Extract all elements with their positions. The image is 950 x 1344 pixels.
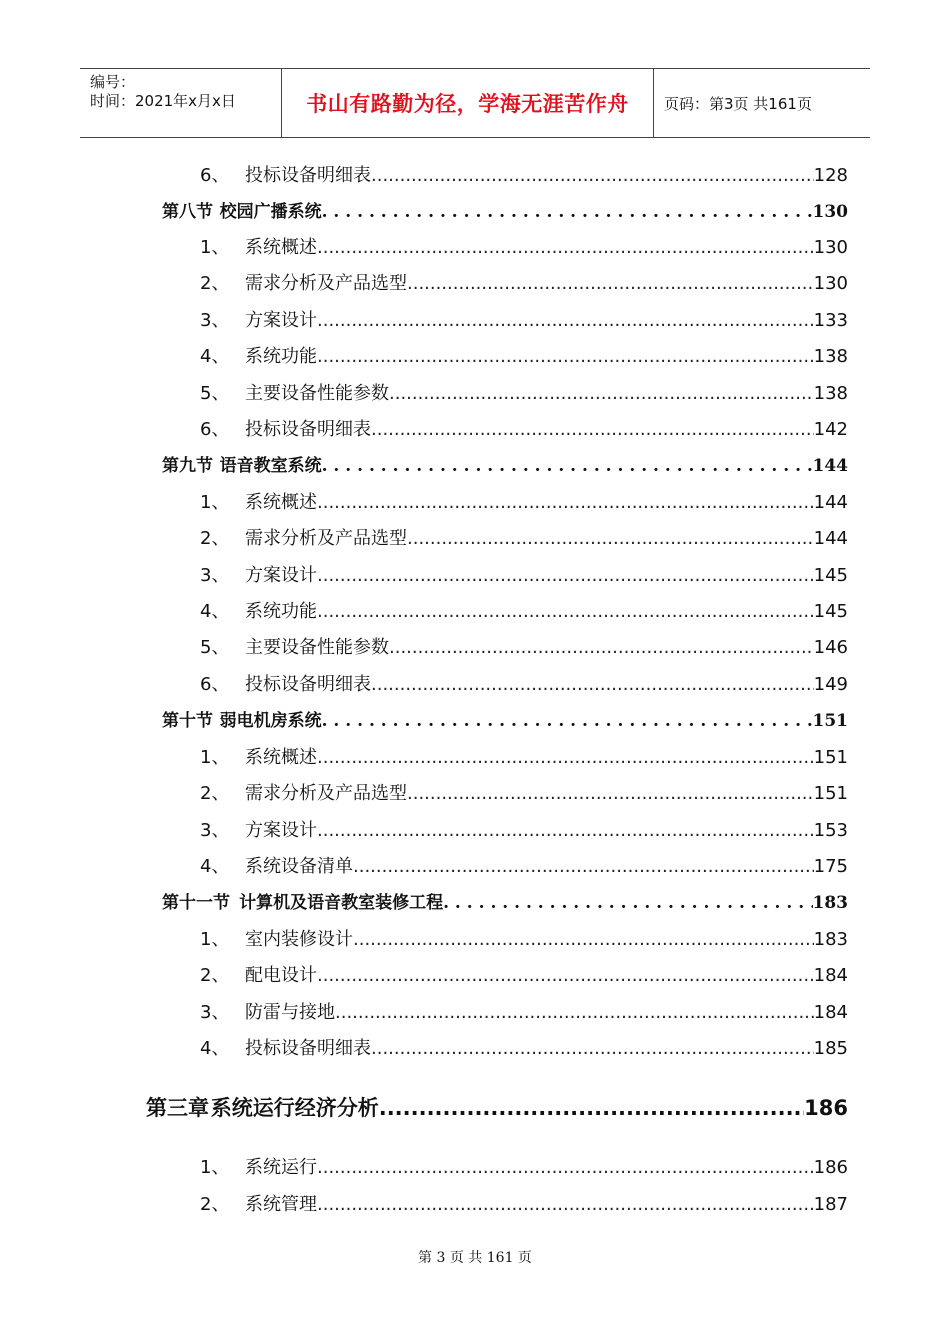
- toc-item[interactable]: [200, 852, 848, 878]
- toc-title: 防雷与接地: [245, 1002, 335, 1023]
- toc-title: 主要设备性能参数: [245, 637, 389, 658]
- toc-title: 方案设计: [245, 820, 317, 841]
- toc-page-number: 186: [804, 1096, 848, 1120]
- toc-leader-dots: [353, 929, 814, 950]
- toc-title: 需求分析及产品选型: [245, 528, 407, 549]
- header-meta: [80, 69, 282, 137]
- toc-item[interactable]: [200, 743, 848, 769]
- toc-number: 3、: [200, 1002, 230, 1023]
- toc-page-number: 185: [813, 1038, 848, 1059]
- toc-title: 方案设计: [245, 310, 317, 331]
- toc-page-number: 151: [813, 783, 848, 804]
- toc-page-number: 151: [812, 711, 848, 731]
- toc-section[interactable]: [162, 451, 848, 476]
- header-motto: [282, 69, 654, 137]
- toc-leader-dots: [407, 528, 814, 549]
- toc-number: 1、: [200, 747, 230, 768]
- toc-item[interactable]: [200, 379, 848, 405]
- toc-leader-dots: [317, 1194, 814, 1215]
- toc-item[interactable]: [200, 816, 848, 842]
- toc-page-number: 144: [813, 528, 848, 549]
- toc-section[interactable]: [162, 706, 848, 731]
- toc-title: 弱电机房系统: [219, 711, 322, 731]
- toc-number: 1、: [200, 237, 230, 258]
- toc-page-number: 142: [813, 419, 848, 440]
- toc-number: 3、: [200, 310, 230, 331]
- toc-number: 3、: [200, 820, 230, 841]
- toc-item[interactable]: [200, 524, 848, 550]
- toc-page-number: 128: [813, 165, 848, 186]
- toc-page-number: 184: [813, 1002, 848, 1023]
- header-page-info: 页码：第3页 共161页: [664, 94, 812, 113]
- toc-number: 第九节: [162, 456, 213, 476]
- toc-number: 6、: [200, 419, 230, 440]
- toc-leader-dots: [379, 1096, 804, 1120]
- toc-item[interactable]: [200, 998, 848, 1024]
- toc-number: 5、: [200, 637, 230, 658]
- toc-item[interactable]: [200, 488, 848, 514]
- toc-title: 系统功能: [245, 601, 317, 622]
- toc-title: 系统概述: [245, 747, 317, 768]
- toc-title: 投标设备明细表: [245, 1038, 371, 1059]
- toc-title: 配电设计: [245, 965, 317, 986]
- toc-number: 第三章: [146, 1095, 209, 1120]
- toc-number: 第八节: [162, 202, 213, 222]
- toc-number: 1、: [200, 492, 230, 513]
- time-label: 时间：2021年x月x日: [90, 92, 236, 110]
- toc-title: 系统概述: [245, 237, 317, 258]
- toc-title: 系统概述: [245, 492, 317, 513]
- toc-leader-dots: [317, 820, 814, 841]
- toc-item[interactable]: [200, 561, 848, 587]
- toc-leader-dots: [322, 456, 813, 476]
- toc-item[interactable]: [200, 925, 848, 951]
- toc-leader-dots: [443, 893, 812, 913]
- toc-chapter[interactable]: [146, 1092, 848, 1122]
- toc-page-number: 130: [813, 237, 848, 258]
- toc-number: 4、: [200, 601, 230, 622]
- toc-leader-dots: [407, 273, 814, 294]
- toc-leader-dots: [371, 674, 814, 695]
- toc-page-number: 130: [812, 202, 848, 222]
- toc-title: 投标设备明细表: [245, 165, 371, 186]
- toc-number: 第十节: [162, 711, 213, 731]
- serial-label: 编号：: [90, 73, 136, 91]
- toc-title: 主要设备性能参数: [245, 383, 389, 404]
- toc-leader-dots: [317, 237, 814, 258]
- toc-page-number: 175: [813, 856, 848, 877]
- toc-leader-dots: [335, 1002, 814, 1023]
- toc-item[interactable]: [200, 415, 848, 441]
- toc-page-number: 145: [813, 601, 848, 622]
- toc-number: 2、: [200, 965, 230, 986]
- toc-number: 2、: [200, 528, 230, 549]
- toc-number: 1、: [200, 1157, 230, 1178]
- toc-page-number: 184: [813, 965, 848, 986]
- toc-number: 3、: [200, 565, 230, 586]
- toc-leader-dots: [322, 711, 813, 731]
- toc-title: 计算机及语音教室装修工程: [239, 893, 444, 913]
- toc-item[interactable]: [200, 779, 848, 805]
- toc-leader-dots: [317, 346, 814, 367]
- toc-item[interactable]: [200, 342, 848, 368]
- toc-leader-dots: [317, 965, 814, 986]
- toc-item[interactable]: [200, 269, 848, 295]
- toc-item[interactable]: [200, 633, 848, 659]
- toc-page-number: 138: [813, 346, 848, 367]
- toc-page-number: 183: [813, 929, 848, 950]
- toc-number: 4、: [200, 346, 230, 367]
- toc-item[interactable]: [200, 670, 848, 696]
- toc-number: 6、: [200, 674, 230, 695]
- toc-number: 4、: [200, 1038, 230, 1059]
- toc-leader-dots: [317, 1157, 814, 1178]
- toc-title: 系统运行经济分析: [210, 1095, 379, 1120]
- toc-leader-dots: [322, 202, 813, 222]
- page-footer: 第 3 页 共 161 页: [418, 1250, 532, 1266]
- toc-page-number: 144: [813, 492, 848, 513]
- toc-leader-dots: [407, 783, 814, 804]
- toc-number: 2、: [200, 783, 230, 804]
- toc-item[interactable]: [200, 233, 848, 259]
- toc-title: 投标设备明细表: [245, 419, 371, 440]
- toc-number: 5、: [200, 383, 230, 404]
- toc-title: 需求分析及产品选型: [245, 273, 407, 294]
- toc-title: 投标设备明细表: [245, 674, 371, 695]
- toc-page-number: 130: [813, 273, 848, 294]
- toc-leader-dots: [389, 383, 814, 404]
- toc-number: 1、: [200, 929, 230, 950]
- toc-item[interactable]: [200, 1190, 848, 1216]
- toc-number: 6、: [200, 165, 230, 186]
- toc-leader-dots: [317, 310, 814, 331]
- toc-page-number: 149: [813, 674, 848, 695]
- toc-page-number: 145: [813, 565, 848, 586]
- toc-title: 系统功能: [245, 346, 317, 367]
- toc-leader-dots: [317, 492, 814, 513]
- toc-number: 4、: [200, 856, 230, 877]
- toc-leader-dots: [371, 1038, 814, 1059]
- toc-item[interactable]: [200, 961, 848, 987]
- toc-section[interactable]: [162, 197, 848, 222]
- toc-leader-dots: [317, 565, 814, 586]
- page-header: [80, 68, 870, 138]
- toc-page-number: 138: [813, 383, 848, 404]
- toc-page-number: 186: [813, 1157, 848, 1178]
- toc-leader-dots: [389, 637, 814, 658]
- toc-title: 需求分析及产品选型: [245, 783, 407, 804]
- toc-page-number: 183: [812, 893, 848, 913]
- toc-leader-dots: [317, 601, 814, 622]
- toc-section[interactable]: [162, 888, 848, 913]
- toc-leader-dots: [371, 165, 814, 186]
- toc-number: 第十一节: [162, 893, 230, 913]
- toc-title: 系统运行: [245, 1157, 317, 1178]
- toc-title: 室内装修设计: [245, 929, 353, 950]
- toc-page-number: 146: [813, 637, 848, 658]
- toc-title: 语音教室系统: [219, 456, 322, 476]
- toc-title: 方案设计: [245, 565, 317, 586]
- toc-number: 2、: [200, 273, 230, 294]
- toc-title: 校园广播系统: [219, 202, 322, 222]
- toc-leader-dots: [317, 747, 814, 768]
- toc-page-number: 144: [812, 456, 848, 476]
- toc-leader-dots: [371, 419, 814, 440]
- toc-page-number: 187: [813, 1194, 848, 1215]
- toc-page-number: 151: [813, 747, 848, 768]
- toc-number: 2、: [200, 1194, 230, 1215]
- toc-item[interactable]: [200, 1153, 848, 1179]
- toc-item[interactable]: [200, 1034, 848, 1060]
- toc-title: 系统设备清单: [245, 856, 353, 877]
- toc-page-number: 153: [813, 820, 848, 841]
- toc-page-number: 133: [813, 310, 848, 331]
- toc-item[interactable]: [200, 597, 848, 623]
- toc-item[interactable]: [200, 161, 848, 187]
- motto-text: 书山有路勤为径，学海无涯苦作舟: [306, 92, 629, 116]
- toc-leader-dots: [353, 856, 814, 877]
- toc-title: 系统管理: [245, 1194, 317, 1215]
- toc-item[interactable]: [200, 306, 848, 332]
